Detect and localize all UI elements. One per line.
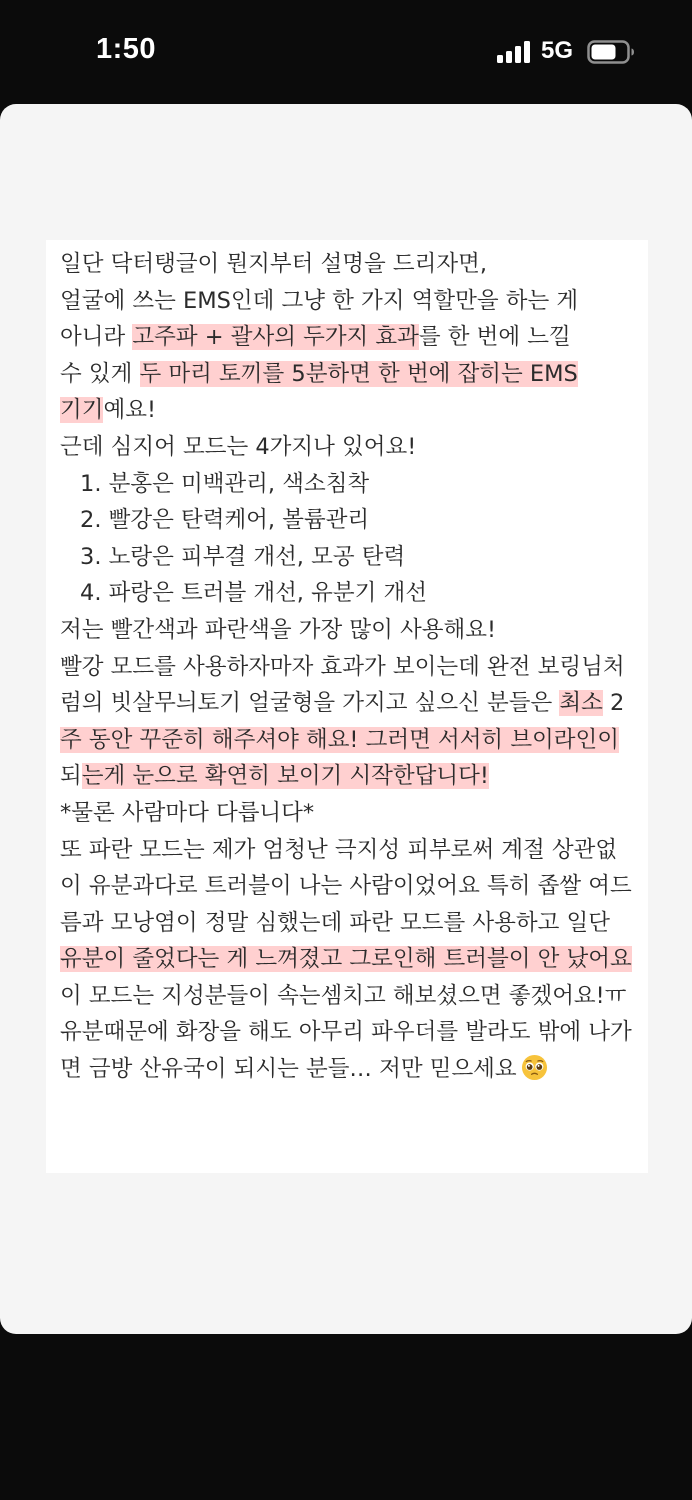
text-segment: 2 — [602, 690, 625, 717]
text-segment: 유분때문에 화장을 해도 아무리 파우더를 발라도 밖에 나가 — [60, 1019, 632, 1046]
post-text-block — [46, 240, 648, 1173]
text-line — [60, 905, 648, 942]
text-line — [60, 649, 648, 686]
list-item — [60, 539, 648, 576]
text-line — [60, 685, 648, 722]
text-line — [60, 832, 648, 869]
text-segment: 수 있게 — [60, 360, 140, 387]
text-segment: 일단 닥터탱글이 뭔지부터 설명을 드리자면, — [60, 251, 487, 277]
text-segment: 이 모드는 지성분들이 속는셈치고 해보셨으면 좋겠어요!ㅠ — [60, 982, 627, 1009]
signal-icon — [496, 41, 532, 63]
list-item — [60, 466, 648, 503]
highlighted-text: 유분이 줄었다는 게 느껴졌고 그로인해 트러블이 안 났어요 — [60, 946, 632, 973]
text-line — [60, 868, 648, 905]
text-line — [60, 795, 648, 832]
list-item — [60, 502, 648, 539]
highlighted-text: 고주파 + 괄사의 두가지 효과 — [132, 324, 419, 351]
text-segment: 되 — [60, 763, 82, 790]
text-line — [60, 246, 648, 283]
text-segment: 아니라 — [60, 324, 133, 351]
highlighted-text: 기기 — [60, 397, 104, 424]
text-segment: 를 한 번에 느낄 — [418, 324, 571, 351]
network-type-label: 5G — [541, 37, 574, 64]
text-segment: 근데 심지어 모드는 4가지나 있어요! — [60, 433, 417, 460]
text-line — [60, 1051, 648, 1088]
highlighted-text: 최소 — [559, 690, 603, 717]
text-segment: 면 금방 산유국이 되시는 분들… 저만 믿으세요 — [60, 1056, 517, 1083]
text-line — [60, 392, 648, 429]
text-line — [60, 612, 648, 649]
text-line — [60, 758, 648, 795]
text-segment: 저는 빨간색과 파란색을 가장 많이 사용해요! — [60, 616, 497, 643]
text-line — [60, 319, 648, 356]
text-line — [60, 978, 648, 1015]
highlighted-text: 는게 눈으로 확연히 보이기 시작한답니다! — [81, 763, 489, 790]
text-segment: 4. 파랑은 트러블 개선, 유분기 개선 — [80, 580, 427, 607]
text-segment: 이 유분과다로 트러블이 나는 사람이었어요 특히 좁쌀 여드 — [60, 873, 632, 900]
pleading-face-icon — [521, 1054, 548, 1081]
text-segment: 또 파란 모드는 제가 엄청난 극지성 피부로써 계절 상관없 — [60, 836, 618, 863]
text-segment: 2. 빨강은 탄력케어, 볼륨관리 — [80, 507, 370, 534]
text-line — [60, 283, 648, 320]
text-segment: 빨강 모드를 사용하자마자 효과가 보이는데 완전 보링님처 — [60, 653, 625, 680]
text-segment: *물론 사람마다 다릅니다* — [60, 799, 315, 826]
text-line — [60, 941, 648, 978]
text-line — [60, 1014, 648, 1051]
text-line — [60, 429, 648, 466]
story-card — [0, 104, 692, 1334]
text-segment: 럼의 빗살무늬토기 얼굴형을 가지고 싶으신 분들은 — [60, 690, 560, 717]
highlighted-text: 두 마리 토끼를 5분하면 한 번에 잡히는 EMS — [139, 360, 578, 387]
text-segment: 3. 노랑은 피부결 개선, 모공 탄력 — [80, 543, 406, 570]
text-segment: 1. 분홍은 미백관리, 색소침착 — [80, 470, 370, 497]
status-time: 1:50 — [96, 33, 157, 65]
text-line — [60, 356, 648, 393]
battery-icon — [587, 40, 635, 64]
highlighted-text: 주 동안 꾸준히 해주셔야 해요! 그러면 서서히 브이라인이 — [60, 726, 619, 753]
text-segment: 얼굴에 쓰는 EMS인데 그냥 한 가지 역할만을 하는 게 — [60, 287, 579, 314]
text-line — [60, 722, 648, 759]
text-segment: 름과 모낭염이 정말 심했는데 파란 모드를 사용하고 일단 — [60, 909, 610, 936]
status-bar — [0, 0, 692, 100]
text-segment: 예요! — [103, 397, 156, 424]
list-item — [60, 575, 648, 612]
